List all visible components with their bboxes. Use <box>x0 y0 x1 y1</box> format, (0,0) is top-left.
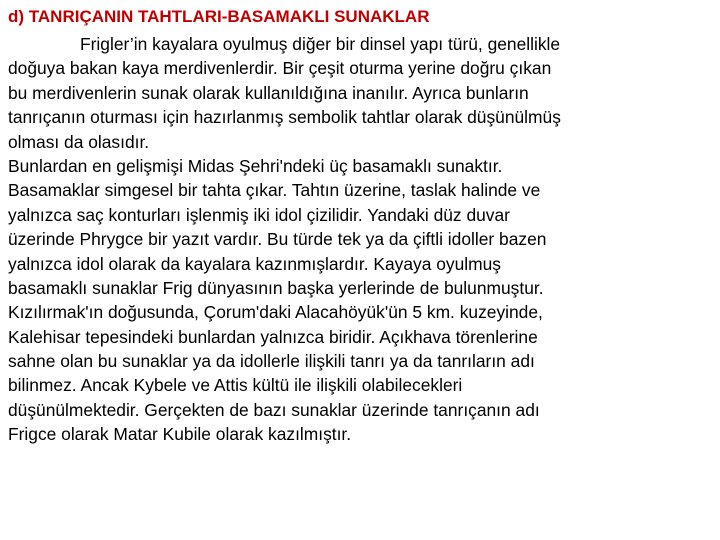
text-line: Frigler’in kayalara oyulmuş diğer bir dinsel yapı türü, genellikle <box>80 34 561 54</box>
text-line: Kalehisar tepesindeki bunlardan yalnızca biridir. Açıkhava törenlerine <box>8 326 538 347</box>
text-line: Basamaklar simgesel bir tahta çıkar. Tahtın üzerine, taslak halinde ve <box>8 180 541 201</box>
body-text <box>8 32 716 447</box>
text-line: basamaklı sunaklar Frig dünyasının başka yerlerinde de bulunmuştur. <box>8 277 544 298</box>
text-line: Frigce olarak Matar Kubile olarak kazılmıştır. <box>8 424 352 445</box>
text-line: Kızılırmak'ın doğusunda, Çorum'daki Alacahöyük'ün 5 km. kuzeyinde, <box>8 302 543 323</box>
text-line: yalnızca saç konturları işlenmiş iki idol çizilidir. Yandaki düz duvar <box>8 204 510 225</box>
text-line: Bunlardan en gelişmişi Midas Şehri'ndeki üç basamaklı sunaktır. <box>8 155 503 176</box>
text-line: doğuya bakan kaya merdivenlerdir. Bir çeşit oturma yerine doğru çıkan <box>8 58 552 79</box>
text-line: sahne olan bu sunaklar ya da idollerle ilişkili tanrı ya da tanrıların adı <box>8 351 535 372</box>
text-line: üzerinde Phrygce bir yazıt vardır. Bu türde tek ya da çiftli idoller bazen <box>8 229 547 250</box>
section-heading: d) TANRIÇANIN TAHTLARI-BASAMAKLI SUNAKLAR <box>8 7 430 26</box>
text-line: düşünülmektedir. Gerçekten de bazı sunaklar üzerinde tanrıçanın adı <box>8 399 540 420</box>
text-line: bilinmez. Ancak Kybele ve Attis kültü ile ilişkili olabilecekleri <box>8 375 463 396</box>
text-line: bu merdivenlerin sunak olarak kullanıldığına inanılır. Ayrıca bunların <box>8 82 529 103</box>
text-line: yalnızca idol olarak da kayalara kazınmışlardır. Kayaya oyulmuş <box>8 253 501 274</box>
text-line: tanrıçanın oturması için hazırlanmış sembolik tahtlar olarak düşünülmüş <box>8 107 561 128</box>
text-line: olması da olasıdır. <box>8 131 150 152</box>
